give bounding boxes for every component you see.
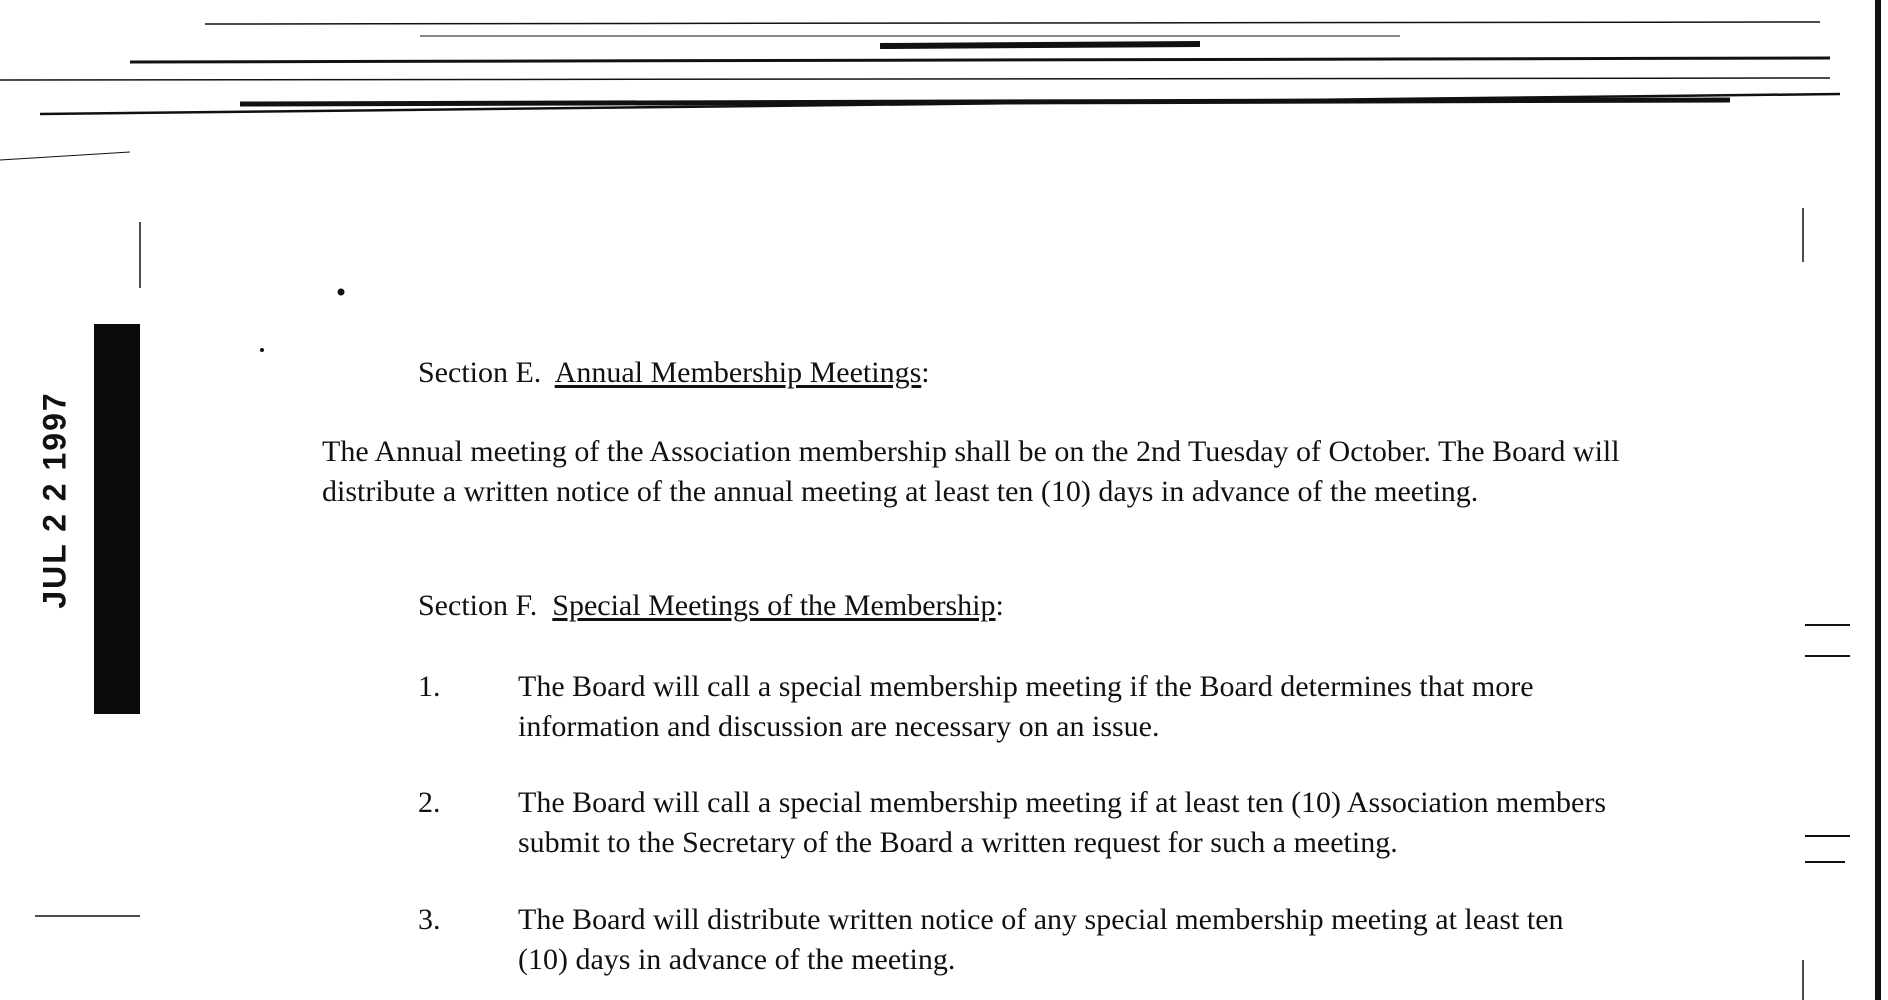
- list-item-number: 3.: [418, 903, 441, 936]
- section-f-label: Section F.: [418, 589, 538, 622]
- section-f-title: Special Meetings of the Membership: [552, 589, 996, 622]
- list-item-text: The Board will call a special membership meeting if at least ten (10) Association members submit to the Secretary of the Board a written request for such a meeting.: [518, 786, 1607, 859]
- list-item-text: The Board will distribute written notice of any special membership meeting at least ten (10) days in advance of the meeting.: [518, 903, 1564, 976]
- section-e-heading: [418, 356, 930, 390]
- list-item-number: 2.: [418, 786, 441, 819]
- list-item-number: 1.: [418, 670, 441, 703]
- section-f-heading: [418, 589, 1004, 623]
- section-e-colon: :: [921, 356, 930, 389]
- received-date-text: JUL 2 2 1997: [36, 391, 73, 609]
- section-e-label: Section E.: [418, 356, 542, 389]
- section-f-colon: :: [995, 589, 1004, 622]
- list-item-text: The Board will call a special membership meeting if the Board determines that more information and discussion are necessary on an issue.: [518, 670, 1534, 743]
- section-e-body: The Annual meeting of the Association membership shall be on the 2nd Tuesday of October. The Board will distribute a written notice of the annual meeting at least ten (10) days in advance of the meeting.: [322, 435, 1620, 508]
- section-e-title: Annual Membership Meetings: [554, 356, 922, 389]
